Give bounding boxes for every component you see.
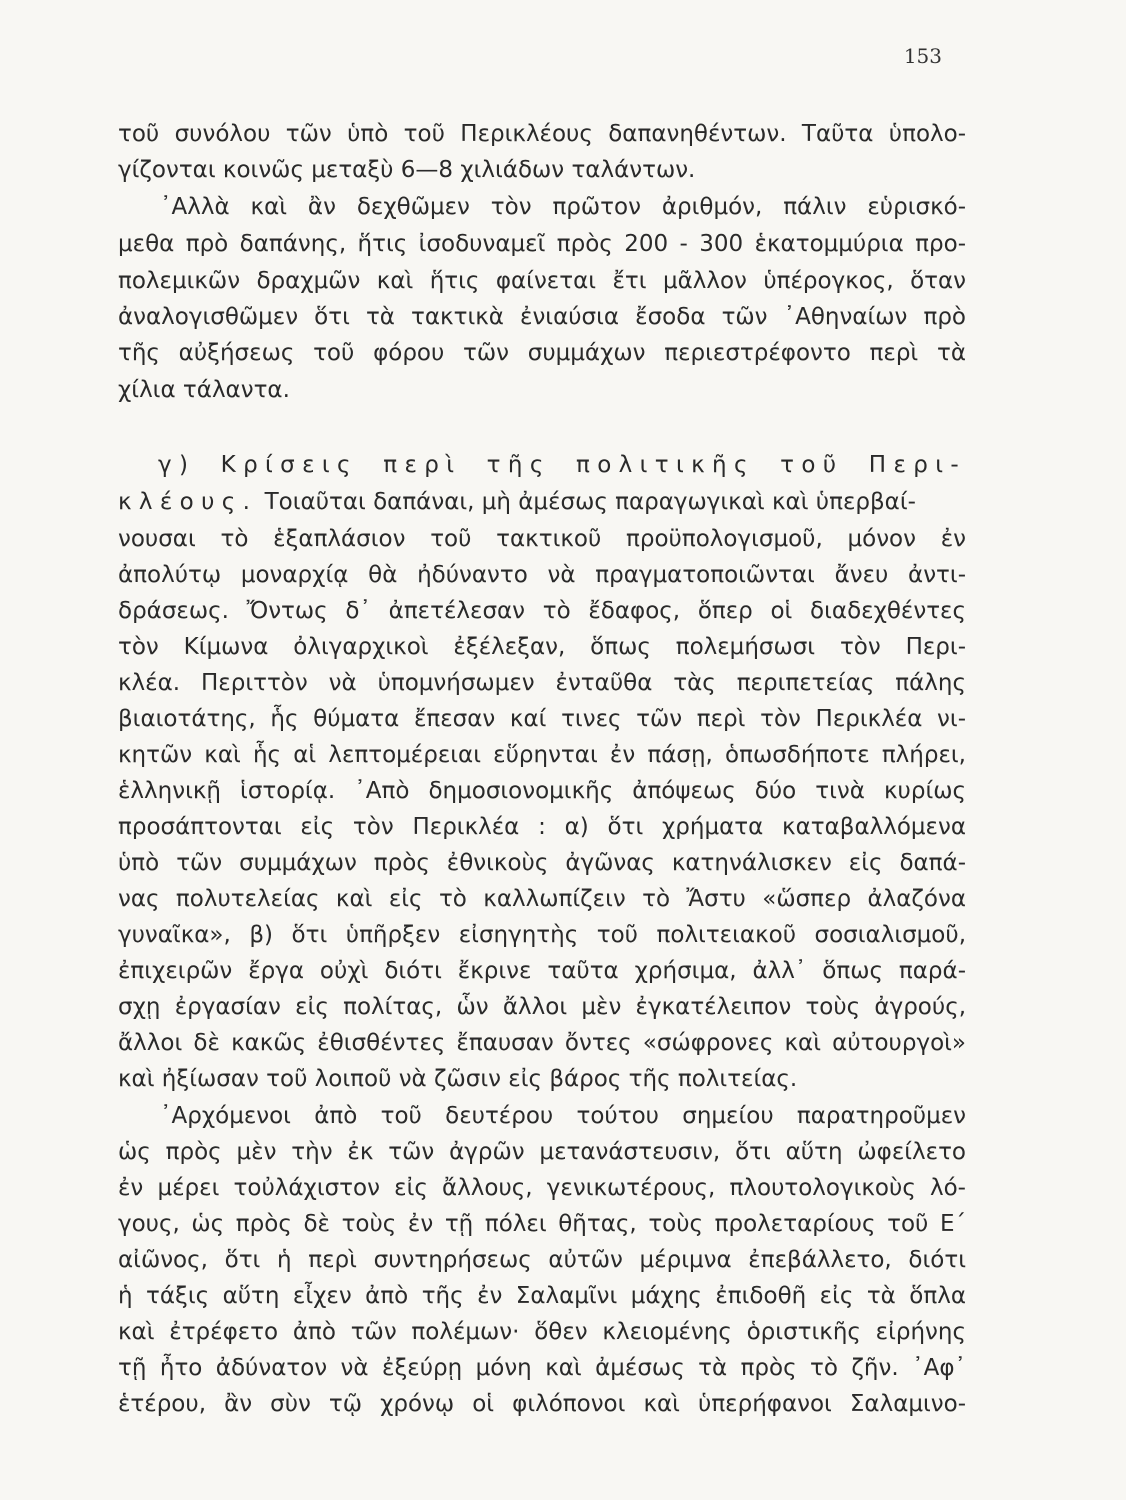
text-line: σχῃ ἐργασίαν εἰς πολίτας, ὧν ἄλλοι μὲν ἐγκατέλειπον τοὺς ἀγρούς, (118, 994, 966, 1020)
heading-continuation-line (118, 483, 966, 521)
text-line: γυναῖκα», β) ὅτι ὑπῆρξεν εἰσηγητὴς τοῦ πολιτειακοῦ σοσιαλισμοῦ, (118, 922, 966, 948)
text-line: ἄλλοι δὲ κακῶς ἐθισθέντες ἔπαυσαν ὄντες «σώφρονες καὶ αὐτουργοὶ» (118, 1030, 966, 1056)
text-line: γους, ὡς πρὸς δὲ τοὺς ἐν τῇ πόλει θῆτας, τοὺς προλεταρίους τοῦ Ε΄ (118, 1211, 966, 1237)
text-line: τὸν Κίμωνα ὀλιγαρχικοὶ ἐξέλεξαν, ὅπως πολεμήσωσι τὸν Περι- (118, 634, 966, 660)
text-line: καὶ ἐτρέφετο ἀπὸ τῶν πολέμων· ὅθεν κλειομένης ὁριστικῆς εἰρήνης (118, 1319, 966, 1345)
text-segment: Τοιαῦται δαπάναι, μὴ ἀμέσως παραγωγικαὶ καὶ ὑπερβαί- (257, 489, 916, 515)
text-line: ἐν μέρει τοὐλάχιστον εἰς ἄλλους, γενικωτέρους, πλουτολογικοὺς λό- (118, 1175, 966, 1201)
text-line: ὡς πρὸς μὲν τὴν ἐκ τῶν ἀγρῶν μετανάστευσιν, ὅτι αὕτη ὠφείλετο (118, 1139, 966, 1165)
text-line: ἑτέρου, ἂν σὺν τῷ χρόνῳ οἱ φιλόπονοι καὶ ὑπερήφανοι Σαλαμινο- (118, 1391, 966, 1417)
text-line: αἰῶνος, ὅτι ἡ περὶ συντηρήσεως αὐτῶν μέριμνα ἐπεβάλλετο, διότι (118, 1247, 966, 1273)
text-line: ἑλληνικῇ ἱστορίᾳ. ᾿Απὸ δημοσιονομικῆς ἀπόψεως δύο τινὰ κυρίως (118, 778, 966, 804)
text-line: ἀναλογισθῶμεν ὅτι τὰ τακτικὰ ἐνιαύσια ἔσοδα τῶν ᾿Αθηναίων πρὸ (118, 304, 966, 330)
text-line: τῇ ἦτο ἀδύνατον νὰ ἐξεύρῃ μόνη καὶ ἀμέσως τὰ πρὸς τὸ ζῆν. ᾿Αφ᾿ (118, 1355, 966, 1381)
text-line: κητῶν καὶ ἧς αἱ λεπτομέρειαι εὕρηνται ἐν πάσῃ, ὁπωσδήποτε πλήρει, (118, 742, 966, 768)
text-line: δράσεως. Ὄντως δ᾿ ἀπετέλεσαν τὸ ἔδαφος, ὅπερ οἱ διαδεχθέντες (118, 598, 966, 624)
text-line: νουσαι τὸ ἑξαπλάσιον τοῦ τακτικοῦ προϋπολογισμοῦ, μόνον ἐν (118, 526, 966, 552)
section-heading: γ) Κρίσεις περὶ τῆς πολιτικῆς τοῦ Περι- (158, 452, 966, 478)
section-heading-end: κλέους. (118, 489, 258, 515)
text-line: βιαιοτάτης, ἧς θύματα ἔπεσαν καί τινες τῶν περὶ τὸν Περικλέα νι- (118, 706, 966, 732)
text-line: ὑπὸ τῶν συμμάχων πρὸς ἐθνικοὺς ἀγῶνας κατηνάλισκεν εἰς δαπά- (118, 850, 966, 876)
text-line: καὶ ἠξίωσαν τοῦ λοιποῦ νὰ ζῶσιν εἰς βάρος τῆς πολιτείας. (118, 1066, 798, 1092)
text-line: χίλια τάλαντα. (118, 377, 290, 403)
text-line: τοῦ συνόλου τῶν ὑπὸ τοῦ Περικλέους δαπανηθέντων. Ταῦτα ὑπολο- (118, 121, 966, 147)
page-number: 153 (903, 44, 942, 68)
text-line: προσάπτονται εἰς τὸν Περικλέα : α) ὅτι χρήματα καταβαλλόμενα (118, 814, 966, 840)
text-line: ἀπολύτῳ μοναρχίᾳ θὰ ἠδύναντο νὰ πραγματοποιῶνται ἄνευ ἀντι- (118, 562, 966, 588)
text-line: τῆς αὐξήσεως τοῦ φόρου τῶν συμμάχων περιεστρέφοντο περὶ τὰ (118, 340, 966, 366)
text-line: κλέα. Περιττὸν νὰ ὑπομνήσωμεν ἐνταῦθα τὰς περιπετείας πάλης (118, 670, 966, 696)
text-line: μεθα πρὸ δαπάνης, ἥτις ἰσοδυναμεῖ πρὸς 200 - 300 ἑκατομμύρια προ- (118, 231, 966, 257)
text-line: νας πολυτελείας καὶ εἰς τὸ καλλωπίζειν τὸ Ἄστυ «ὥσπερ ἀλαζόνα (118, 886, 966, 912)
text-line: ἡ τάξις αὕτη εἶχεν ἀπὸ τῆς ἐν Σαλαμῖνι μάχης ἐπιδοθῆ εἰς τὰ ὅπλα (118, 1283, 966, 1309)
paragraph-start-line: ᾿Αρχόμενοι ἀπὸ τοῦ δευτέρου τούτου σημείου παρατηροῦμεν (160, 1103, 966, 1129)
text-line: ἐπιχειρῶν ἔργα οὐχὶ διότι ἔκρινε ταῦτα χρήσιμα, ἀλλ᾿ ὅπως παρά- (118, 958, 966, 984)
paragraph-start-line: ᾿Αλλὰ καὶ ἂν δεχθῶμεν τὸν πρῶτον ἀριθμόν, πάλιν εὑρισκό- (160, 194, 966, 220)
text-line: γίζονται κοινῶς μεταξὺ 6—8 χιλιάδων ταλάντων. (118, 157, 696, 183)
text-line: πολεμικῶν δραχμῶν καὶ ἥτις φαίνεται ἔτι μᾶλλον ὑπέρογκος, ὅταν (118, 268, 966, 294)
